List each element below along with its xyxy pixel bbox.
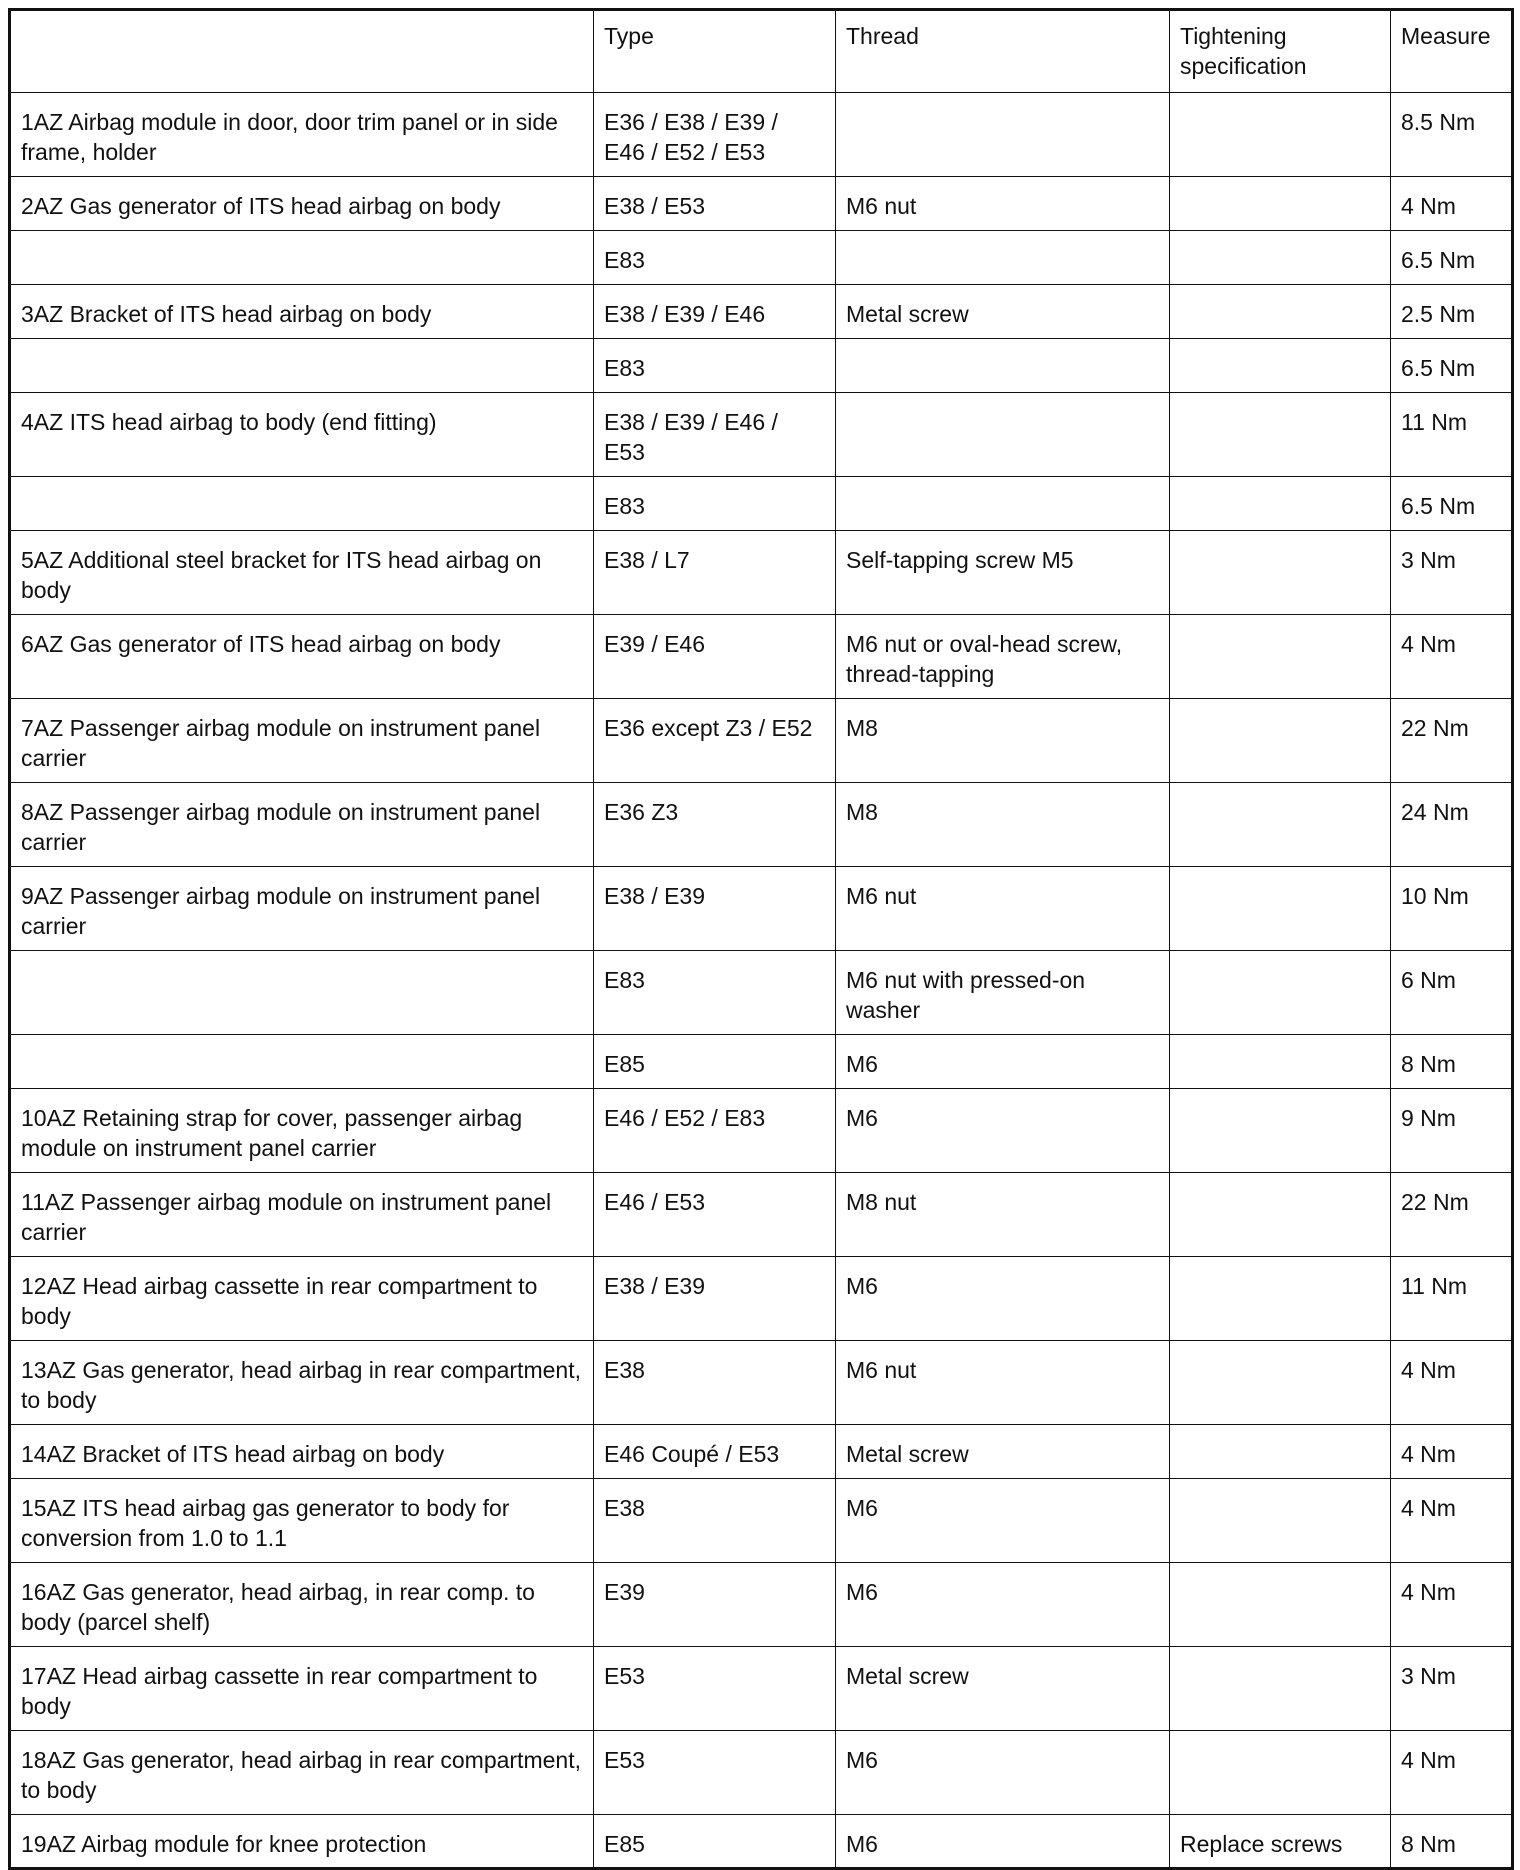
cell-measure: 3 Nm xyxy=(1391,531,1513,615)
cell-thread xyxy=(836,231,1170,285)
cell-item: 5AZ Additional steel bracket for ITS head airbag on body xyxy=(10,531,594,615)
cell-spec xyxy=(1170,1563,1391,1647)
cell-measure: 22 Nm xyxy=(1391,1173,1513,1257)
cell-measure: 4 Nm xyxy=(1391,1563,1513,1647)
cell-thread: M8 xyxy=(836,783,1170,867)
header-type: Type xyxy=(594,10,836,93)
cell-thread: Metal screw xyxy=(836,285,1170,339)
cell-spec xyxy=(1170,615,1391,699)
cell-spec xyxy=(1170,339,1391,393)
cell-item xyxy=(10,231,594,285)
cell-item: 15AZ ITS head airbag gas generator to body for conversion from 1.0 to 1.1 xyxy=(10,1479,594,1563)
table-row xyxy=(10,1425,1513,1479)
table-row xyxy=(10,1479,1513,1563)
cell-item: 4AZ ITS head airbag to body (end fitting) xyxy=(10,393,594,477)
torque-specification-table xyxy=(8,8,1514,1870)
table-row xyxy=(10,93,1513,177)
cell-measure: 6.5 Nm xyxy=(1391,477,1513,531)
table-row xyxy=(10,783,1513,867)
cell-type: E46 Coupé / E53 xyxy=(594,1425,836,1479)
cell-thread: M6 xyxy=(836,1479,1170,1563)
cell-measure: 2.5 Nm xyxy=(1391,285,1513,339)
cell-type: E53 xyxy=(594,1647,836,1731)
cell-item: 8AZ Passenger airbag module on instrument panel carrier xyxy=(10,783,594,867)
cell-type: E38 / E53 xyxy=(594,177,836,231)
header-component xyxy=(10,10,594,93)
cell-type: E38 / E39 / E46 / E53 xyxy=(594,393,836,477)
table-row xyxy=(10,1257,1513,1341)
cell-spec xyxy=(1170,285,1391,339)
table-row xyxy=(10,177,1513,231)
cell-spec xyxy=(1170,1341,1391,1425)
cell-thread: M6 xyxy=(836,1089,1170,1173)
table-row xyxy=(10,1341,1513,1425)
cell-measure: 8 Nm xyxy=(1391,1035,1513,1089)
cell-spec xyxy=(1170,93,1391,177)
cell-type: E38 xyxy=(594,1479,836,1563)
cell-spec xyxy=(1170,231,1391,285)
table-row xyxy=(10,1647,1513,1731)
cell-spec xyxy=(1170,1173,1391,1257)
table-row xyxy=(10,1563,1513,1647)
cell-item: 10AZ Retaining strap for cover, passenger airbag module on instrument panel carrier xyxy=(10,1089,594,1173)
cell-measure: 4 Nm xyxy=(1391,1425,1513,1479)
cell-type: E46 / E52 / E83 xyxy=(594,1089,836,1173)
cell-spec xyxy=(1170,393,1391,477)
cell-measure: 4 Nm xyxy=(1391,1479,1513,1563)
cell-measure: 4 Nm xyxy=(1391,1341,1513,1425)
cell-item xyxy=(10,477,594,531)
cell-item: 6AZ Gas generator of ITS head airbag on body xyxy=(10,615,594,699)
table-row xyxy=(10,1815,1513,1869)
cell-type: E85 xyxy=(594,1815,836,1869)
cell-item: 16AZ Gas generator, head airbag, in rear comp. to body (parcel shelf) xyxy=(10,1563,594,1647)
table-row xyxy=(10,477,1513,531)
cell-spec xyxy=(1170,531,1391,615)
cell-measure: 4 Nm xyxy=(1391,177,1513,231)
cell-type: E36 Z3 xyxy=(594,783,836,867)
cell-spec xyxy=(1170,1647,1391,1731)
cell-type: E53 xyxy=(594,1731,836,1815)
cell-spec xyxy=(1170,1425,1391,1479)
table-row xyxy=(10,531,1513,615)
cell-spec xyxy=(1170,1257,1391,1341)
cell-item: 14AZ Bracket of ITS head airbag on body xyxy=(10,1425,594,1479)
cell-item: 12AZ Head airbag cassette in rear compartment to body xyxy=(10,1257,594,1341)
cell-measure: 10 Nm xyxy=(1391,867,1513,951)
table-row xyxy=(10,339,1513,393)
table-row xyxy=(10,231,1513,285)
cell-thread: Metal screw xyxy=(836,1425,1170,1479)
cell-item xyxy=(10,1035,594,1089)
cell-type: E39 / E46 xyxy=(594,615,836,699)
cell-type: E83 xyxy=(594,339,836,393)
cell-thread xyxy=(836,339,1170,393)
cell-thread: Self-tapping screw M5 xyxy=(836,531,1170,615)
cell-type: E46 / E53 xyxy=(594,1173,836,1257)
cell-type: E36 / E38 / E39 / E46 / E52 / E53 xyxy=(594,93,836,177)
table-row xyxy=(10,1731,1513,1815)
cell-item xyxy=(10,951,594,1035)
cell-thread: Metal screw xyxy=(836,1647,1170,1731)
cell-measure: 11 Nm xyxy=(1391,393,1513,477)
cell-type: E83 xyxy=(594,231,836,285)
cell-thread: M6 xyxy=(836,1731,1170,1815)
cell-thread: M6 xyxy=(836,1035,1170,1089)
cell-measure: 4 Nm xyxy=(1391,1731,1513,1815)
table-row xyxy=(10,699,1513,783)
table-row xyxy=(10,393,1513,477)
cell-thread: M6 nut xyxy=(836,177,1170,231)
header-row xyxy=(10,10,1513,93)
cell-measure: 6 Nm xyxy=(1391,951,1513,1035)
cell-item: 19AZ Airbag module for knee protection xyxy=(10,1815,594,1869)
cell-measure: 6.5 Nm xyxy=(1391,339,1513,393)
table-row xyxy=(10,1035,1513,1089)
cell-spec xyxy=(1170,1035,1391,1089)
cell-thread: M6 nut or oval-head screw, thread-tapping xyxy=(836,615,1170,699)
header-thread: Thread xyxy=(836,10,1170,93)
cell-thread: M8 xyxy=(836,699,1170,783)
cell-type: E83 xyxy=(594,477,836,531)
cell-item: 9AZ Passenger airbag module on instrument panel carrier xyxy=(10,867,594,951)
cell-type: E85 xyxy=(594,1035,836,1089)
table-row xyxy=(10,951,1513,1035)
table-row xyxy=(10,867,1513,951)
cell-type: E38 / L7 xyxy=(594,531,836,615)
cell-thread: M6 nut with pressed-on washer xyxy=(836,951,1170,1035)
cell-thread: M6 nut xyxy=(836,867,1170,951)
cell-thread: M6 xyxy=(836,1563,1170,1647)
cell-type: E39 xyxy=(594,1563,836,1647)
cell-thread xyxy=(836,477,1170,531)
table-row xyxy=(10,285,1513,339)
cell-item: 1AZ Airbag module in door, door trim panel or in side frame, holder xyxy=(10,93,594,177)
cell-spec xyxy=(1170,867,1391,951)
cell-measure: 3 Nm xyxy=(1391,1647,1513,1731)
cell-type: E38 / E39 xyxy=(594,1257,836,1341)
cell-spec xyxy=(1170,177,1391,231)
cell-item: 17AZ Head airbag cassette in rear compartment to body xyxy=(10,1647,594,1731)
cell-item: 3AZ Bracket of ITS head airbag on body xyxy=(10,285,594,339)
cell-type: E38 / E39 / E46 xyxy=(594,285,836,339)
cell-measure: 9 Nm xyxy=(1391,1089,1513,1173)
table-row xyxy=(10,1089,1513,1173)
cell-thread xyxy=(836,393,1170,477)
cell-thread: M6 xyxy=(836,1257,1170,1341)
cell-spec: Replace screws xyxy=(1170,1815,1391,1869)
cell-item: 2AZ Gas generator of ITS head airbag on body xyxy=(10,177,594,231)
cell-spec xyxy=(1170,951,1391,1035)
cell-type: E38 xyxy=(594,1341,836,1425)
cell-measure: 24 Nm xyxy=(1391,783,1513,867)
cell-spec xyxy=(1170,783,1391,867)
cell-spec xyxy=(1170,477,1391,531)
cell-item: 13AZ Gas generator, head airbag in rear compartment, to body xyxy=(10,1341,594,1425)
cell-measure: 8 Nm xyxy=(1391,1815,1513,1869)
cell-measure: 22 Nm xyxy=(1391,699,1513,783)
cell-thread: M6 nut xyxy=(836,1341,1170,1425)
cell-spec xyxy=(1170,1731,1391,1815)
cell-item: 7AZ Passenger airbag module on instrument panel carrier xyxy=(10,699,594,783)
header-spec: Tightening specification xyxy=(1170,10,1391,93)
table-row xyxy=(10,1173,1513,1257)
cell-type: E38 / E39 xyxy=(594,867,836,951)
cell-spec xyxy=(1170,1089,1391,1173)
cell-item xyxy=(10,339,594,393)
cell-item: 18AZ Gas generator, head airbag in rear compartment, to body xyxy=(10,1731,594,1815)
cell-spec xyxy=(1170,699,1391,783)
cell-measure: 6.5 Nm xyxy=(1391,231,1513,285)
cell-thread xyxy=(836,93,1170,177)
table-row xyxy=(10,615,1513,699)
cell-measure: 11 Nm xyxy=(1391,1257,1513,1341)
cell-measure: 8.5 Nm xyxy=(1391,93,1513,177)
cell-type: E83 xyxy=(594,951,836,1035)
table-body xyxy=(10,10,1513,1869)
header-measure: Measure xyxy=(1391,10,1513,93)
cell-item: 11AZ Passenger airbag module on instrument panel carrier xyxy=(10,1173,594,1257)
cell-spec xyxy=(1170,1479,1391,1563)
cell-measure: 4 Nm xyxy=(1391,615,1513,699)
cell-type: E36 except Z3 / E52 xyxy=(594,699,836,783)
cell-thread: M6 xyxy=(836,1815,1170,1869)
cell-thread: M8 nut xyxy=(836,1173,1170,1257)
